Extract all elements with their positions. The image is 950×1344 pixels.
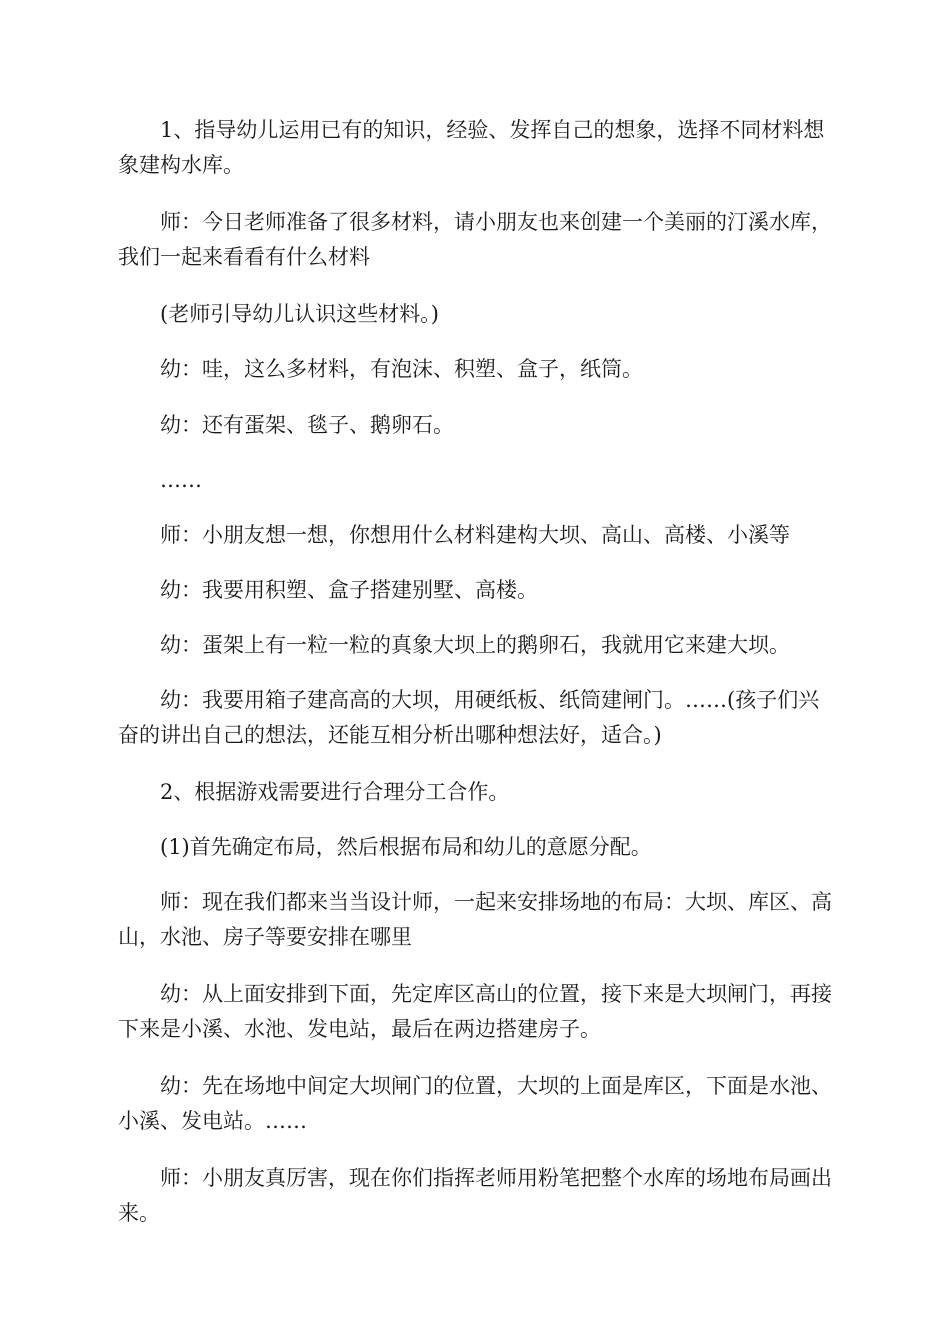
paragraph-child-middle: 幼：先在场地中间定大坝闸门的位置，大坝的上面是库区，下面是水池、小溪、发电站。…… xyxy=(118,1074,832,1133)
paragraph-step-1: 1、指导幼儿运用已有的知识，经验、发挥自己的想象，选择不同材料想象建构水库。 xyxy=(118,118,825,177)
paragraph-child-villa: 幼：我要用积塑、盒子搭建别墅、高楼。 xyxy=(160,578,538,602)
paragraph-child-egg-rack: 幼：蛋架上有一粒一粒的真象大坝上的鹅卵石，我就用它来建大坝。 xyxy=(160,633,790,657)
paragraph-teacher-materials: 师：今日老师准备了很多材料，请小朋友也来创建一个美丽的汀溪水库，我们一起来看看有什么材料 xyxy=(118,210,832,269)
paragraph-teacher-guides: (老师引导幼儿认识这些材料。) xyxy=(160,302,439,326)
paragraph-ellipsis: …… xyxy=(160,468,202,492)
paragraph-child-wow: 幼：哇，这么多材料，有泡沫、积塑、盒子，纸筒。 xyxy=(160,357,643,381)
paragraph-teacher-think: 师：小朋友想一想，你想用什么材料建构大坝、高山、高楼、小溪等 xyxy=(160,523,790,547)
paragraph-child-boxes: 幼：我要用箱子建高高的大坝，用硬纸板、纸筒建闸门。……(孩子们兴奋的讲出自己的想法，还能互相分析出哪种想法好，适合。) xyxy=(118,688,820,747)
paragraph-child-more: 幼：还有蛋架、毯子、鹅卵石。 xyxy=(160,413,454,437)
paragraph-layout-first: (1)首先确定布局，然后根据布局和幼儿的意愿分配。 xyxy=(160,835,652,859)
paragraph-teacher-praise: 师：小朋友真厉害，现在你们指挥老师用粉笔把整个水库的场地布局画出来。 xyxy=(118,1166,832,1225)
paragraph-step-2: 2、根据游戏需要进行合理分工合作。 xyxy=(160,780,510,804)
paragraph-child-top-down: 幼：从上面安排到下面，先定库区高山的位置，接下来是大坝闸门，再接下来是小溪、水池、发电站，最后在两边搭建房子。 xyxy=(118,982,832,1041)
paragraph-teacher-designer: 师：现在我们都来当当设计师，一起来安排场地的布局：大坝、库区、高山，水池、房子等要安排在哪里 xyxy=(118,890,832,949)
